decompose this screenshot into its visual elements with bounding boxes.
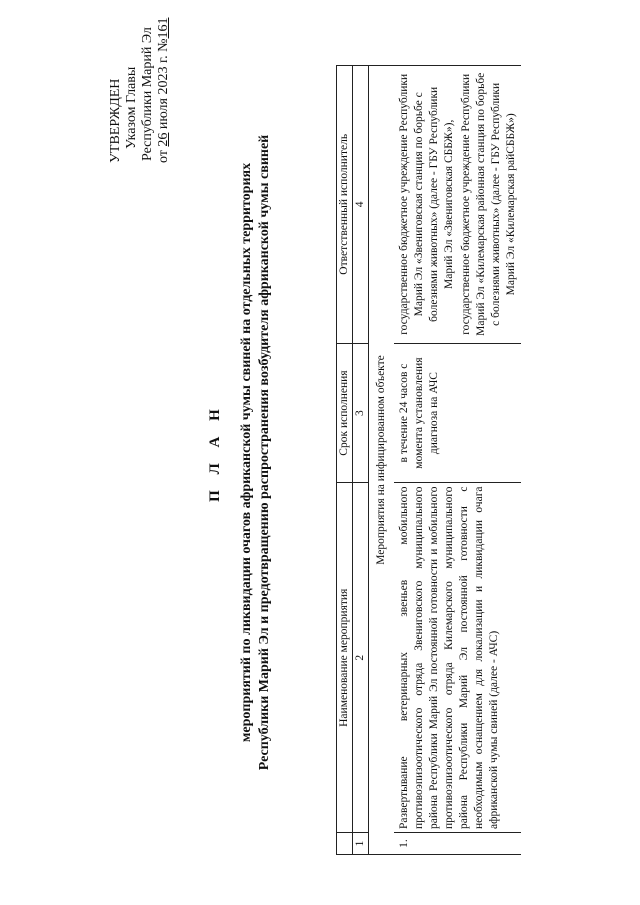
approval-number: 161 (156, 17, 171, 39)
header-cell-deadline: Срок исполнения (337, 343, 353, 483)
approval-date-prefix: от (156, 150, 171, 163)
approval-date-line (156, 3, 172, 163)
table-header-row (337, 66, 353, 855)
column-number-4: 4 (353, 66, 369, 344)
table-row (394, 66, 521, 855)
title-line-2: Республики Марий Эл и предотвращению распространения возбудителя африканской чумы свиней (257, 134, 272, 771)
approval-stamp (108, 3, 172, 163)
plan-table (336, 65, 521, 855)
header-cell-executor: Ответственный исполнитель (337, 66, 353, 344)
approval-heading: УТВЕРЖДЕН (108, 78, 123, 163)
column-number-row (353, 66, 369, 855)
column-number-1: 1 (353, 833, 369, 855)
section-row (369, 66, 395, 855)
section-title: Мероприятия на инфицированном объекте (369, 66, 395, 855)
document-title (207, 60, 274, 845)
row-deadline: в течение 24 часов с момента установления диагноза на АЧС (394, 343, 521, 483)
approval-month-year: июля 2023 г. (156, 55, 171, 130)
header-cell-number (337, 833, 353, 855)
row-number: 1. (394, 833, 521, 855)
approval-number-prefix: № (156, 38, 171, 52)
column-number-3: 3 (353, 343, 369, 483)
approval-authority: Республики Марий Эл (140, 27, 155, 161)
executor-2: государственное бюджетное учреждение Республики Марий Эл «Килемарская районная станция по борьбе с болезнями животных» (далее - ГБУ Республики Марий Эл «Килемарская райСББЖ») (460, 72, 517, 336)
plan-heading: П Л А Н (207, 403, 223, 502)
title-line-1: мероприятий по ликвидации очагов африканской чумы свиней на отдельных территориях (239, 162, 254, 743)
approval-by: Указом Главы (124, 66, 139, 149)
approval-day: 26 (156, 132, 171, 147)
column-number-2: 2 (353, 483, 369, 833)
row-measure-name: Развертывание ветеринарных звеньев мобильного противоэпизоотического отряда Звениговского муниципального района Республики Марий Эл постоянной готовности и мобильного противоэпизоотического отряда Килемарского муниципального района Республики Марий Эл постоянной готовности с необходимым оснащением для локализации и ликвидации очага африканской чумы свиней (далее - АЧС) (394, 483, 521, 833)
executor-1: государственное бюджетное учреждение Республики Марий Эл «Звениговская станция по борьбе с болезнями животных» (далее - ГБУ Республики Марий Эл «Звениговская СББЖ»), (398, 73, 455, 335)
row-executor (394, 66, 521, 344)
header-cell-name: Наименование мероприятия (337, 483, 353, 833)
